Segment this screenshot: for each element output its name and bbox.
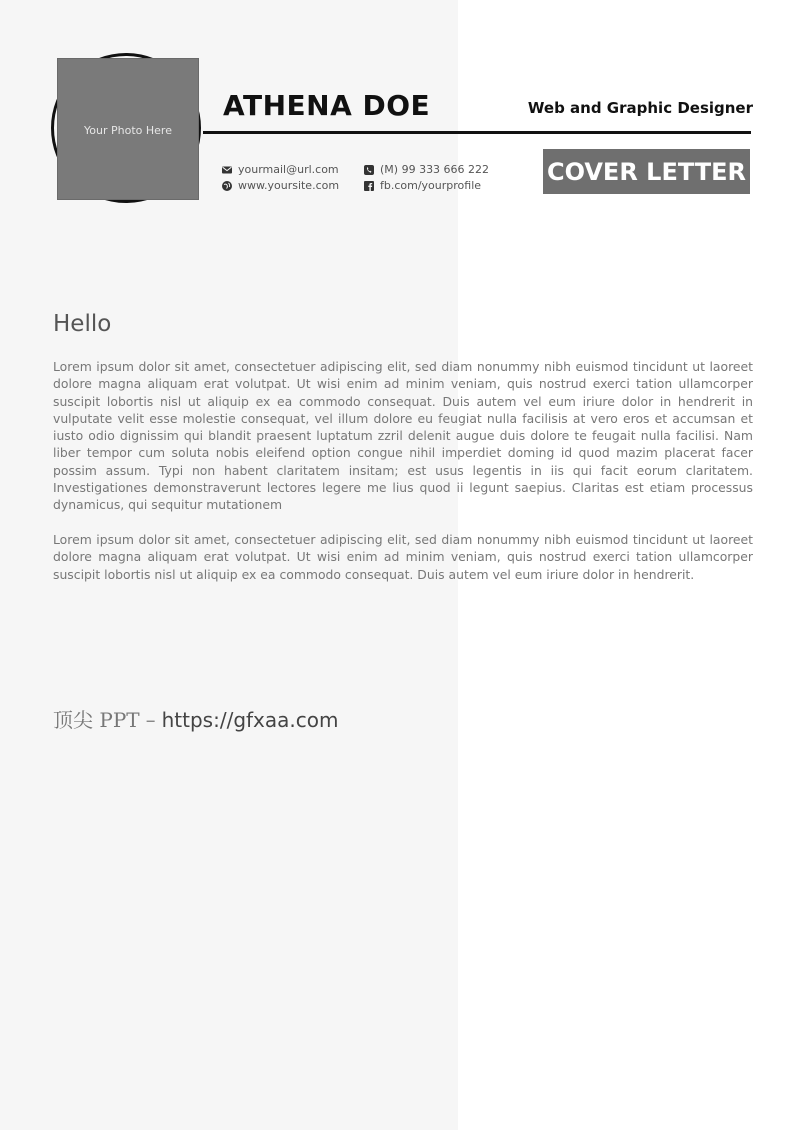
- job-title: Web and Graphic Designer: [527, 99, 753, 117]
- photo-placeholder[interactable]: [57, 58, 199, 200]
- candidate-name: ATHENA DOE: [223, 89, 431, 122]
- facebook-icon: [364, 181, 374, 191]
- contact-phone[interactable]: [364, 163, 489, 176]
- footer-brand: 顶尖 PPT: [53, 708, 140, 732]
- footer-url[interactable]: https://gfxaa.com: [161, 708, 339, 732]
- cover-letter-badge: COVER LETTER: [543, 149, 750, 194]
- header-divider: [203, 131, 751, 134]
- envelope-icon: [222, 165, 232, 175]
- footer-separator: –: [145, 708, 156, 732]
- contact-phone-text: (M) 99 333 666 222: [380, 163, 490, 176]
- contact-website-text: www.yoursite.com: [238, 179, 340, 192]
- letter-paragraph-1: Lorem ipsum dolor sit amet, consectetuer adipiscing elit, sed diam nonummy nibh euismod tincidunt ut laoreet dolore magna aliquam erat volutpat. Ut wisi enim ad minim veniam, quis nostrud exerci tation ullamcorper suscipit lobortis nisl ut aliquip ex ea commodo consequat. Duis autem vel eum iriure dolor in hendrerit in vulputate velit esse molestie consequat, vel illum dolore eu feugiat nulla facilisis at vero eros et accumsan et iusto odio dignissim qui blandit praesent luptatum zzril delenit augue duis dolore te feugait nulla facilisi. Nam liber tempor cum soluta nobis eleifend option congue nihil imperdiet doming id quod mazim placerat facer possim assum. Typi non habent claritatem insitam; est usus legentis in iis qui facit eorum claritatem. Investigationes demonstraverunt lectores legere me lius quod ii legunt saepius. Claritas est etiam processus dynamicus, qui sequitur mutationem: [53, 359, 753, 513]
- contact-website[interactable]: [222, 179, 339, 192]
- photo-placeholder-label: Your Photo Here: [84, 123, 172, 137]
- letter-paragraph-2: Lorem ipsum dolor sit amet, consectetuer adipiscing elit, sed diam nonummy nibh euismod tincidunt ut laoreet dolore magna aliquam erat volutpat. Ut wisi enim ad minim veniam, quis nostrud exerci tation ullamcorper suscipit lobortis nisl ut aliquip ex ea commodo consequat. Duis autem vel eum iriure dolor in hendrerit.: [53, 532, 753, 582]
- contact-email-text: yourmail@url.com: [238, 163, 339, 176]
- globe-icon: [222, 181, 232, 191]
- contact-facebook[interactable]: [364, 179, 481, 192]
- contact-email[interactable]: [222, 163, 339, 176]
- contact-facebook-text: fb.com/yourprofile: [380, 179, 482, 192]
- footer-watermark: [53, 704, 338, 733]
- letter-greeting: Hello: [53, 311, 112, 337]
- phone-icon: [364, 165, 374, 175]
